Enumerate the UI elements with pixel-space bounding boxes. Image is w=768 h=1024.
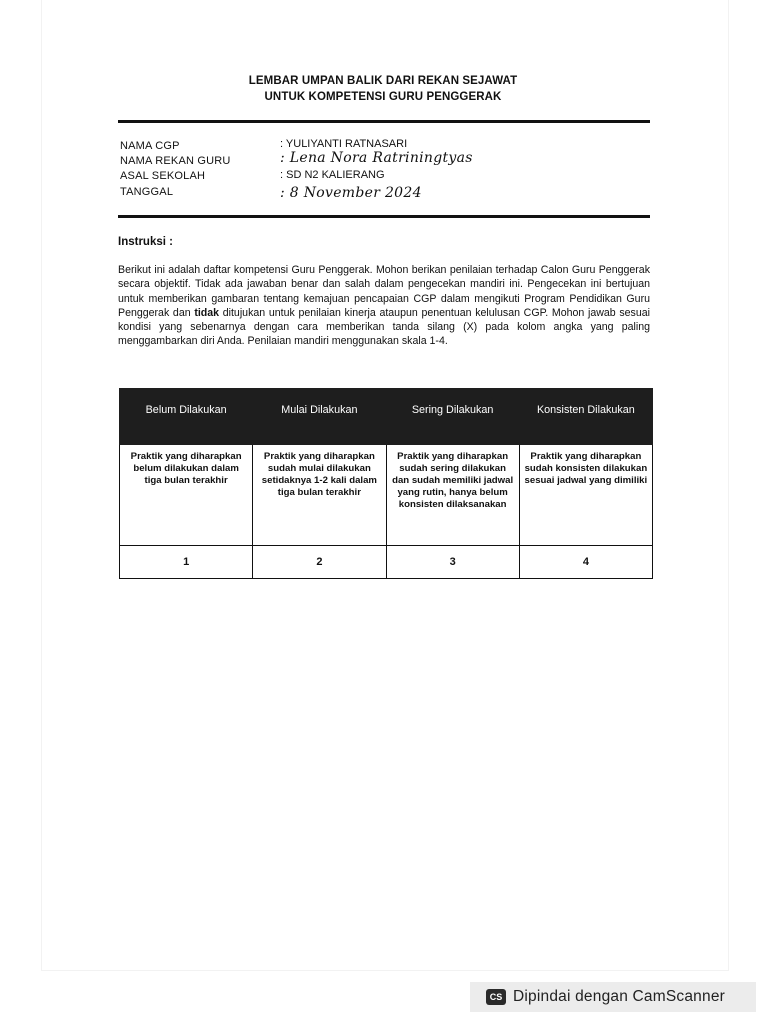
value-asal-sekolah: : SD N2 KALIERANG (280, 169, 385, 181)
camscanner-logo-icon: CS (486, 989, 506, 1005)
label-tanggal: TANGGAL (120, 186, 174, 198)
value-tanggal: : 8 November 2024 (280, 185, 422, 201)
header-mulai-dilakukan: Mulai Dilakukan (253, 389, 386, 445)
rating-scale-table (119, 388, 653, 579)
instructions-heading: Instruksi : (118, 236, 173, 248)
instructions-bold-word: tidak (194, 306, 220, 319)
score-2: 2 (253, 546, 386, 579)
value-nama-cgp: : YULIYANTI RATNASARI (280, 138, 408, 150)
camscanner-watermark (470, 982, 756, 1012)
label-nama-cgp: NAMA CGP (120, 140, 180, 152)
description-2: Praktik yang diharapkan sudah mulai dilakukan setidaknya 1-2 kali dalam tiga bulan terakhir (253, 445, 386, 546)
divider-top (118, 120, 650, 123)
instructions-body (118, 263, 650, 349)
score-3: 3 (386, 546, 519, 579)
document-title-line2: UNTUK KOMPETENSI GURU PENGGERAK (264, 91, 502, 103)
value-nama-rekan-guru: : Lena Nora Ratriningtyas (280, 150, 473, 166)
description-3: Praktik yang diharapkan sudah sering dilakukan dan sudah memiliki jadwal yang rutin, hanya belum konsisten dilaksanakan (386, 445, 519, 546)
table-row-descriptions (120, 445, 653, 546)
table-header-row (120, 389, 653, 445)
divider-bottom (118, 215, 650, 218)
document-title-line1: LEMBAR UMPAN BALIK DARI REKAN SEJAWAT (248, 75, 518, 87)
description-1: Praktik yang diharapkan belum dilakukan dalam tiga bulan terakhir (120, 445, 253, 546)
label-nama-rekan-guru: NAMA REKAN GURU (120, 155, 231, 167)
score-1: 1 (120, 546, 253, 579)
instructions-part1: Berikut ini adalah daftar kompetensi Guru Penggerak. Mohon berikan penilaian terhadap Calon Guru Penggerak secara objektif. Tidak ada jawaban benar dan salah dalam pengecekan mandiri ini. Pengecekan ini bertujuan untuk memberikan gambaran tentang kemajuan pencapaian CGP dalam mengikuti Program Pendidikan Guru Penggerak dan (118, 264, 650, 319)
header-konsisten-dilakukan: Konsisten Dilakukan (519, 389, 652, 445)
watermark-text: Dipindai dengan CamScanner (513, 988, 725, 1005)
header-belum-dilakukan: Belum Dilakukan (120, 389, 253, 445)
header-sering-dilakukan: Sering Dilakukan (386, 389, 519, 445)
instructions-part2: ditujukan untuk penilaian kinerja ataupun penentuan kelulusan CGP. Mohon jawab sesuai kondisi yang sebenarnya dengan cara memberikan tanda silang (X) pada kolom angka yang paling menggambarkan diri Anda. Penilaian mandiri menggunakan skala 1-4. (118, 306, 650, 348)
label-asal-sekolah: ASAL SEKOLAH (120, 170, 206, 182)
table-row-scores (120, 546, 653, 579)
description-4: Praktik yang diharapkan sudah konsisten dilakukan sesuai jadwal yang dimiliki (519, 445, 652, 546)
score-4: 4 (519, 546, 652, 579)
